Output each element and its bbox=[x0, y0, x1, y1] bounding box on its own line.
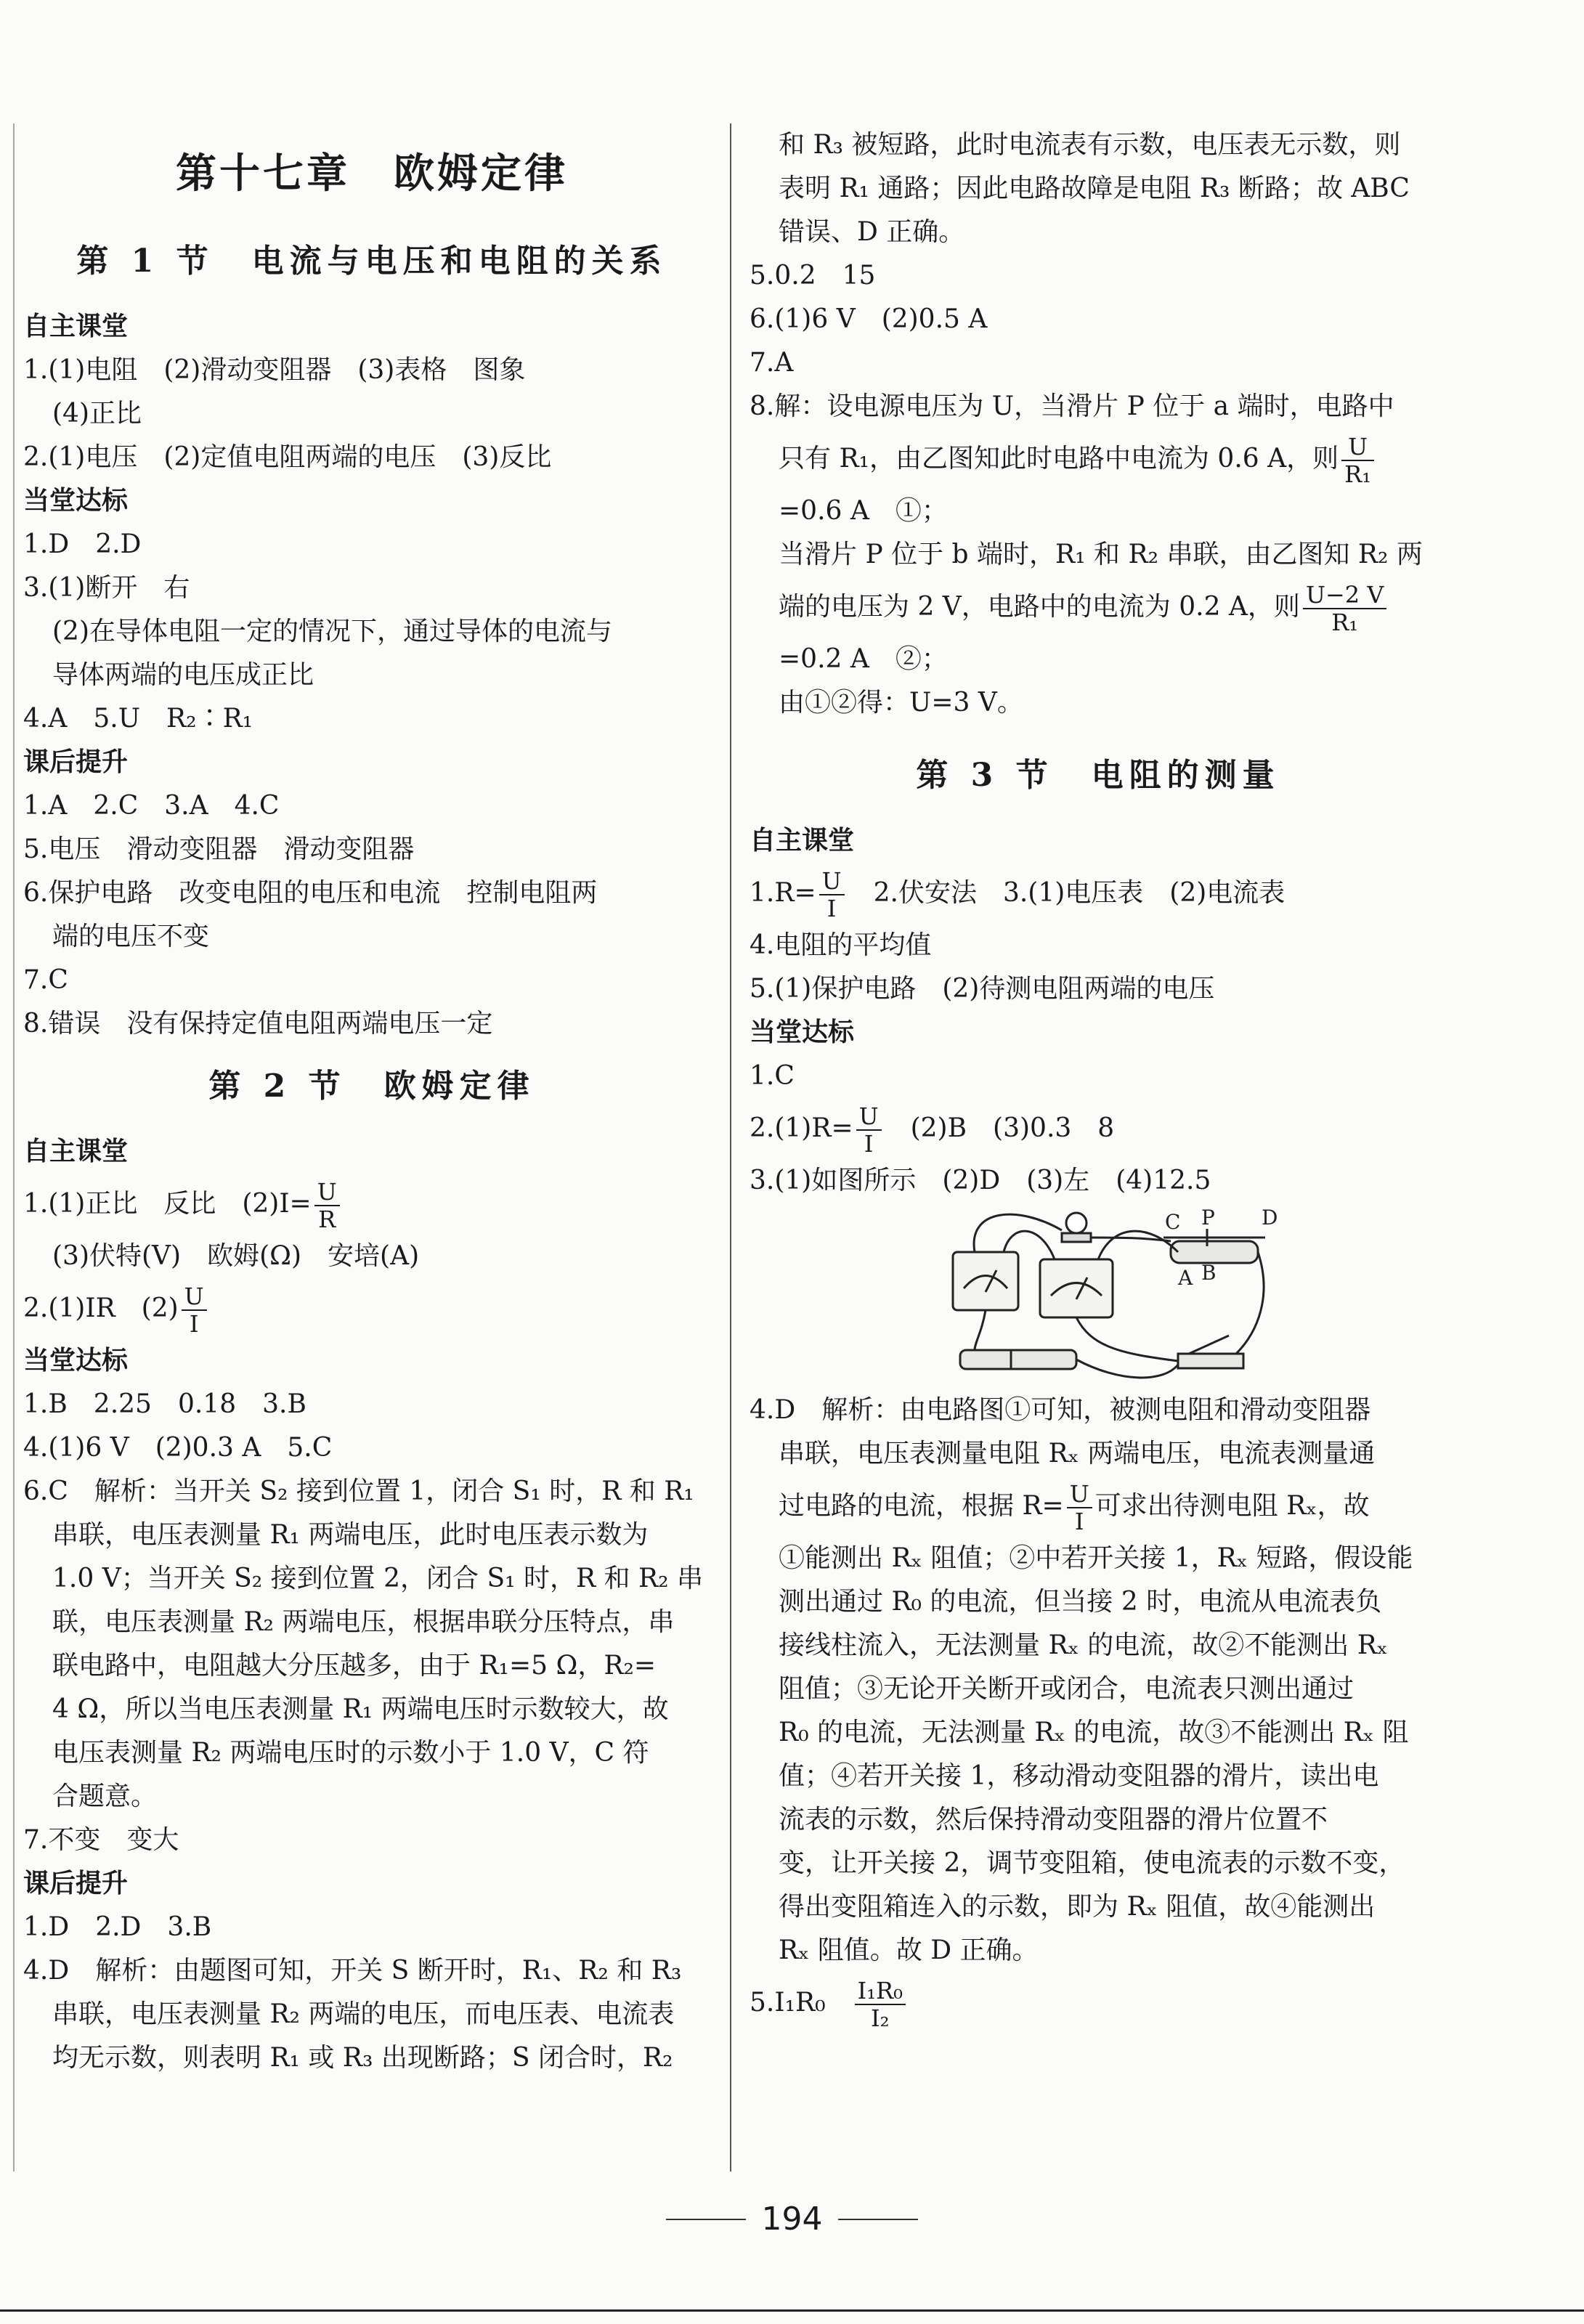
footer-rule bbox=[838, 2219, 918, 2220]
fraction-numerator: U bbox=[182, 1283, 207, 1311]
answer-line: 均无示数，则表明 R₁ 或 R₃ 出现断路；S 闭合时，R₂ bbox=[52, 2043, 673, 2073]
answer-line bbox=[23, 1174, 720, 1235]
heading-dangtang: 当堂达标 bbox=[750, 1017, 855, 1047]
battery bbox=[960, 1350, 1076, 1369]
answer-line: 导体两端的电压成正比 bbox=[52, 660, 314, 690]
answer-line: 串联，电压表测量电阻 Rₓ 两端电压，电流表测量通 bbox=[779, 1439, 1376, 1468]
bulb-icon bbox=[1066, 1213, 1087, 1233]
fraction-denominator: R₁ bbox=[1331, 609, 1359, 636]
answer-line: 合题意。 bbox=[52, 1781, 158, 1811]
fraction-numerator: U bbox=[1341, 434, 1374, 461]
answer-line: 流表的示数，然后保持滑动变阻器的滑片位置不 bbox=[779, 1805, 1328, 1835]
answer-line: 由①②得：U=3 V。 bbox=[779, 688, 1023, 718]
answer-line bbox=[23, 1278, 720, 1339]
fraction-numerator: U bbox=[819, 868, 845, 895]
answer-line: ①能测出 Rₓ 阻值；②中若开关接 1，Rₓ 短路，假设能 bbox=[779, 1543, 1413, 1573]
chapter-title: 第十七章 欧姆定律 bbox=[176, 150, 568, 198]
answer-line: 5.(1)保护电路 (2)待测电阻两端的电压 bbox=[750, 974, 1215, 1004]
answer-text: 过电路的电流，根据 R= bbox=[779, 1491, 1064, 1521]
answer-line: 7.A bbox=[750, 348, 794, 378]
fraction bbox=[1303, 582, 1386, 635]
answer-line bbox=[750, 577, 1447, 638]
fraction-denominator: I bbox=[826, 895, 837, 922]
answer-line: 1.A 2.C 3.A 4.C bbox=[23, 791, 280, 821]
answer-line: 5.电压 滑动变阻器 滑动变阻器 bbox=[23, 834, 415, 864]
heading-dangtang: 当堂达标 bbox=[23, 1346, 129, 1376]
label-a: A bbox=[1178, 1266, 1193, 1290]
label-d: D bbox=[1262, 1208, 1278, 1230]
answer-text: 可求出待测电阻 Rₓ，故 bbox=[1094, 1491, 1370, 1521]
circuit-diagram bbox=[931, 1208, 1280, 1383]
switch bbox=[1178, 1354, 1243, 1368]
fraction-numerator: I₁R₀ bbox=[855, 1978, 906, 2005]
heading-zizhu: 自主课堂 bbox=[23, 1137, 129, 1166]
fraction-denominator: R bbox=[318, 1206, 336, 1233]
heading-zizhu: 自主课堂 bbox=[23, 312, 129, 341]
fraction-numerator: U bbox=[856, 1103, 882, 1131]
fraction-denominator: I₂ bbox=[871, 2004, 890, 2032]
answer-line: 7.不变 变大 bbox=[23, 1825, 179, 1855]
answer-line: 接线柱流入，无法测量 Rₓ 的电流，故②不能测出 Rₓ bbox=[779, 1630, 1389, 1660]
footer-rule bbox=[666, 2219, 746, 2220]
answer-line: 5.0.2 15 bbox=[750, 261, 876, 290]
answer-text: 2.(1)R= bbox=[750, 1113, 853, 1143]
heading-dangtang: 当堂达标 bbox=[23, 486, 129, 516]
answer-line: 得出变阻箱连入的示数，即为 Rₓ 阻值，故④能测出 bbox=[779, 1892, 1376, 1922]
heading-kehou: 课后提升 bbox=[23, 747, 129, 777]
answer-text: 5.I₁R₀ bbox=[750, 1988, 852, 2018]
answer-line: 8.解：设电源电压为 U，当滑片 P 位于 a 端时，电路中 bbox=[750, 391, 1394, 421]
bottom-edge bbox=[0, 2309, 1584, 2312]
answer-line: 4.D 解析：由电路图①可知，被测电阻和滑动变阻器 bbox=[750, 1395, 1371, 1425]
answer-line: 变，让开关接 2，调节变阻箱，使电流表的示数不变， bbox=[779, 1848, 1405, 1878]
answer-line: 端的电压不变 bbox=[52, 922, 210, 951]
fraction-numerator: U bbox=[314, 1179, 340, 1206]
answer-line: (3)伏特(V) 欧姆(Ω) 安培(A) bbox=[52, 1241, 420, 1271]
left-column bbox=[23, 109, 720, 2080]
answer-line: 和 R₃ 被短路，此时电流表有示数，电压表无示数，则 bbox=[779, 130, 1401, 160]
page-number: 194 bbox=[761, 2201, 823, 2238]
fraction bbox=[856, 1103, 882, 1157]
fraction bbox=[819, 868, 845, 922]
section-1-title: 第 1 节 电流与电压和电阻的关系 bbox=[76, 243, 667, 280]
label-p: P bbox=[1201, 1208, 1215, 1230]
answer-text: 2.伏安法 3.(1)电压表 (2)电流表 bbox=[847, 878, 1286, 908]
answer-line: 2.(1)电压 (2)定值电阻两端的电压 (3)反比 bbox=[23, 442, 552, 472]
rheostat bbox=[1171, 1241, 1258, 1263]
label-c: C bbox=[1165, 1210, 1181, 1234]
answer-line: 联，电压表测量 R₂ 两端电压，根据串联分压特点，串 bbox=[52, 1607, 675, 1637]
answer-line: 4.(1)6 V (2)0.3 A 5.C bbox=[23, 1433, 333, 1463]
section-3-title: 第 3 节 电阻的测量 bbox=[916, 757, 1280, 794]
answer-text: 1.(1)正比 反比 (2)I= bbox=[23, 1189, 312, 1219]
fraction bbox=[1067, 1481, 1092, 1535]
fraction bbox=[314, 1179, 340, 1232]
heading-kehou: 课后提升 bbox=[23, 1869, 129, 1898]
label-b: B bbox=[1201, 1261, 1217, 1285]
answer-line: 值；④若开关接 1，移动滑动变阻器的滑片，读出电 bbox=[779, 1761, 1379, 1791]
answer-line: 表明 R₁ 通路；因此电路故障是电阻 R₃ 断路；故 ABC bbox=[779, 174, 1410, 203]
answer-line: 联电路中，电阻越大分压越多，由于 R₁=5 Ω，R₂= bbox=[52, 1651, 657, 1681]
answer-line: 串联，电压表测量 R₂ 两端的电压，而电压表、电流表 bbox=[52, 1999, 675, 2029]
column-divider bbox=[730, 123, 731, 2171]
answer-line: 当滑片 P 位于 b 端时，R₁ 和 R₂ 串联，由乙图知 R₂ 两 bbox=[779, 540, 1423, 569]
fraction-denominator: R₁ bbox=[1344, 460, 1372, 488]
answer-line bbox=[750, 1972, 1447, 2033]
answer-line bbox=[750, 1098, 1447, 1159]
answer-line: 阻值；③无论开关断开或闭合，电流表只测出通过 bbox=[779, 1674, 1354, 1704]
answer-line: 4.电阻的平均值 bbox=[750, 930, 932, 960]
voltmeter bbox=[1040, 1259, 1113, 1317]
fraction-numerator: U bbox=[1067, 1481, 1092, 1508]
answer-line: 8.错误 没有保持定值电阻两端电压一定 bbox=[23, 1009, 493, 1039]
answer-line: 1.C bbox=[750, 1061, 795, 1091]
answer-line: 6.C 解析：当开关 S₂ 接到位置 1，闭合 S₁ 时，R 和 R₁ bbox=[23, 1476, 694, 1506]
margin-line bbox=[13, 123, 15, 2171]
answer-text: 只有 R₁，由乙图知此时电路中电流为 0.6 A，则 bbox=[779, 444, 1339, 474]
heading-zizhu: 自主课堂 bbox=[750, 826, 855, 856]
answer-line: (2)在导体电阻一定的情况下，通过导体的电流与 bbox=[52, 617, 612, 646]
answer-line: 1.0 V；当开关 S₂ 接到位置 2，闭合 S₁ 时，R 和 R₂ 串 bbox=[52, 1564, 703, 1593]
fraction-denominator: I bbox=[189, 1310, 199, 1338]
answer-line: 3.(1)如图所示 (2)D (3)左 (4)12.5 bbox=[750, 1166, 1211, 1195]
answer-line: 4.A 5.U R₂∶R₁ bbox=[23, 704, 253, 734]
answer-line: 1.D 2.D bbox=[23, 529, 142, 559]
answer-line: =0.6 A ①； bbox=[779, 496, 948, 526]
answer-line: 4 Ω，所以当电压表测量 R₁ 两端电压时示数较大，故 bbox=[52, 1694, 669, 1724]
answer-text: 1.R= bbox=[750, 878, 816, 908]
answer-text: 2.(1)IR (2) bbox=[23, 1293, 179, 1323]
answer-line: 错误、D 正确。 bbox=[779, 217, 965, 247]
answer-line bbox=[750, 863, 1447, 924]
fraction bbox=[1341, 434, 1374, 487]
fraction-numerator: U−2 V bbox=[1303, 582, 1386, 609]
section-2-title: 第 2 节 欧姆定律 bbox=[208, 1068, 535, 1105]
answer-text: 端的电压为 2 V，电路中的电流为 0.2 A，则 bbox=[779, 592, 1300, 622]
answer-text: (2)B (3)0.3 8 bbox=[884, 1113, 1115, 1143]
answer-line bbox=[750, 428, 1447, 489]
ammeter bbox=[953, 1252, 1018, 1310]
fraction bbox=[855, 1978, 906, 2031]
page-footer bbox=[0, 2201, 1584, 2238]
answer-line: 4.D 解析：由题图可知，开关 S 断开时，R₁、R₂ 和 R₃ bbox=[23, 1956, 682, 1986]
answer-line: 测出通过 R₀ 的电流，但当接 2 时，电流从电流表负 bbox=[779, 1587, 1382, 1617]
answer-line: 电压表测量 R₂ 两端电压时的示数小于 1.0 V，C 符 bbox=[52, 1738, 649, 1768]
answer-line: 3.(1)断开 右 bbox=[23, 573, 190, 603]
answer-line: Rₓ 阻值。故 D 正确。 bbox=[779, 1935, 1039, 1965]
answer-line: 6.(1)6 V (2)0.5 A bbox=[750, 304, 988, 334]
answer-line: 串联，电压表测量 R₁ 两端电压，此时电压表示数为 bbox=[52, 1520, 649, 1550]
answer-line: =0.2 A ②； bbox=[779, 644, 948, 674]
answer-line: (4)正比 bbox=[52, 399, 142, 428]
answer-line: 6.保护电路 改变电阻的电压和电流 控制电阻两 bbox=[23, 878, 598, 908]
right-column bbox=[750, 123, 1447, 2033]
answer-line bbox=[750, 1476, 1447, 1537]
answer-line: 1.B 2.25 0.18 3.B bbox=[23, 1389, 306, 1419]
answer-line: 1.D 2.D 3.B bbox=[23, 1912, 212, 1942]
answer-line: 7.C bbox=[23, 965, 68, 995]
fraction-denominator: I bbox=[1074, 1508, 1084, 1535]
answer-line: R₀ 的电流，无法测量 Rₓ 的电流，故③不能测出 Rₓ 阻 bbox=[779, 1718, 1409, 1747]
fraction-denominator: I bbox=[864, 1130, 874, 1158]
answer-line: 1.(1)电阻 (2)滑动变阻器 (3)表格 图象 bbox=[23, 355, 526, 385]
fraction bbox=[182, 1283, 207, 1337]
